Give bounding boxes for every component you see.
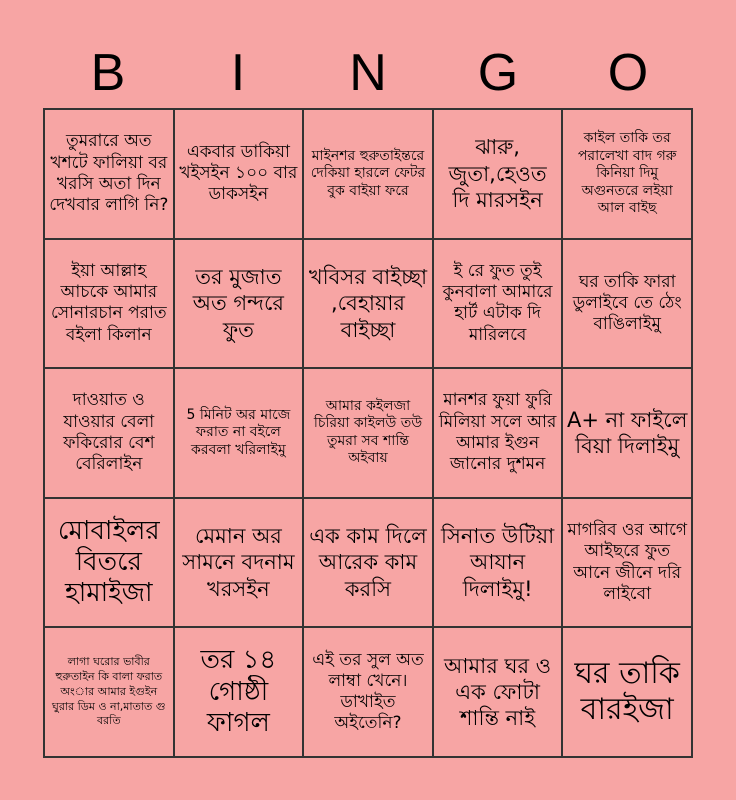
header-letter-g: G	[477, 44, 519, 102]
bingo-cell[interactable]: ঘর তাকি বারইজা	[562, 627, 692, 757]
bingo-cell[interactable]: মেমান অর সামনে বদনাম খরসইন	[174, 498, 304, 628]
bingo-cell[interactable]: A+ না ফাইলে বিয়া দিলাইমু	[562, 368, 692, 498]
bingo-cell[interactable]: তুমরারে অত খশটে ফালিয়া বর খরসি অতা দিন দেখবার লাগি নি?	[44, 109, 174, 239]
bingo-cell[interactable]: মাইনশর হুরুতাইন্তরে দেকিয়া হারলে ফেটর বুক বাইয়া ফরে	[303, 109, 433, 239]
bingo-cell[interactable]: 5 মিনিট অর মাজে ফরাত না বইলে করবলা খরিলাইমু	[174, 368, 304, 498]
bingo-cell[interactable]: তর মুজাত অত গন্দরে ফুত	[174, 239, 304, 369]
bingo-cell[interactable]: লাগা ঘরোর ভাবীর হুরুতাইন কি বালা ফরাত অংার আমার ইগুইন ঘুরার ডিম ও না,মাতাত গু বরতি	[44, 627, 174, 757]
bingo-cell[interactable]: কাইল তাকি তর পরালেখা বাদ গরু কিনিয়া দিমু অগুনতরে লইয়া আল বাইছ	[562, 109, 692, 239]
header-letter-i: I	[230, 44, 246, 102]
bingo-cell[interactable]: এক কাম দিলে আরেক কাম করসি	[303, 498, 433, 628]
bingo-cell[interactable]: আমার কইলজা চিরিয়া কাইলউ তউ তুমরা সব শান্তি অইবায়	[303, 368, 433, 498]
bingo-cell[interactable]: তর ১৪ গোষ্ঠী ফাগল	[174, 627, 304, 757]
bingo-cell[interactable]: খবিসর বাইচ্ছা ,বেহায়ার বাইচ্ছা	[303, 239, 433, 369]
bingo-cell[interactable]: মাগরিব ওর আগে আইছরে ফুত আনে জীনে দরি লাইবো	[562, 498, 692, 628]
header-letter-o: O	[607, 44, 649, 102]
bingo-cell[interactable]: মোবাইলর বিতরে হামাইজা	[44, 498, 174, 628]
bingo-cell[interactable]: সিনাত উটিয়া আযান দিলাইমু!	[433, 498, 563, 628]
bingo-cell[interactable]: আমার ঘর ও এক ফোটা শান্তি নাই	[433, 627, 563, 757]
bingo-cell[interactable]: একবার ডাকিয়া খইসইন ১০০ বার ডাকসইন	[174, 109, 304, 239]
bingo-cell[interactable]: ঘর তাকি ফারা ডুলাইবে তে ঠেং বাঙিলাইমু	[562, 239, 692, 369]
header-letter-b: B	[90, 44, 126, 102]
bingo-header	[43, 40, 693, 106]
bingo-cell[interactable]: দাওয়াত ও যাওয়ার বেলা ফকিরোর বেশ বেরিলাইন	[44, 368, 174, 498]
bingo-cell[interactable]: ঝারু, জুতা,হেওত দি মারসইন	[433, 109, 563, 239]
bingo-grid	[43, 108, 693, 758]
header-letter-n: N	[349, 44, 387, 102]
bingo-cell[interactable]: ই রে ফুত তুই কুনবালা আমারে হার্ট এটাক দি মারিলবে	[433, 239, 563, 369]
bingo-cell[interactable]: মানশর ফুয়া ফুরি মিলিয়া সলে আর আমার ইগুন জানোর দুশমন	[433, 368, 563, 498]
bingo-cell[interactable]: এই তর সুল অত লাম্বা খেনে। ডাখাইত অইতেনি?	[303, 627, 433, 757]
bingo-cell[interactable]: ইয়া আল্লাহ আচকে আমার সোনারচান পরাত বইলা কিলান	[44, 239, 174, 369]
